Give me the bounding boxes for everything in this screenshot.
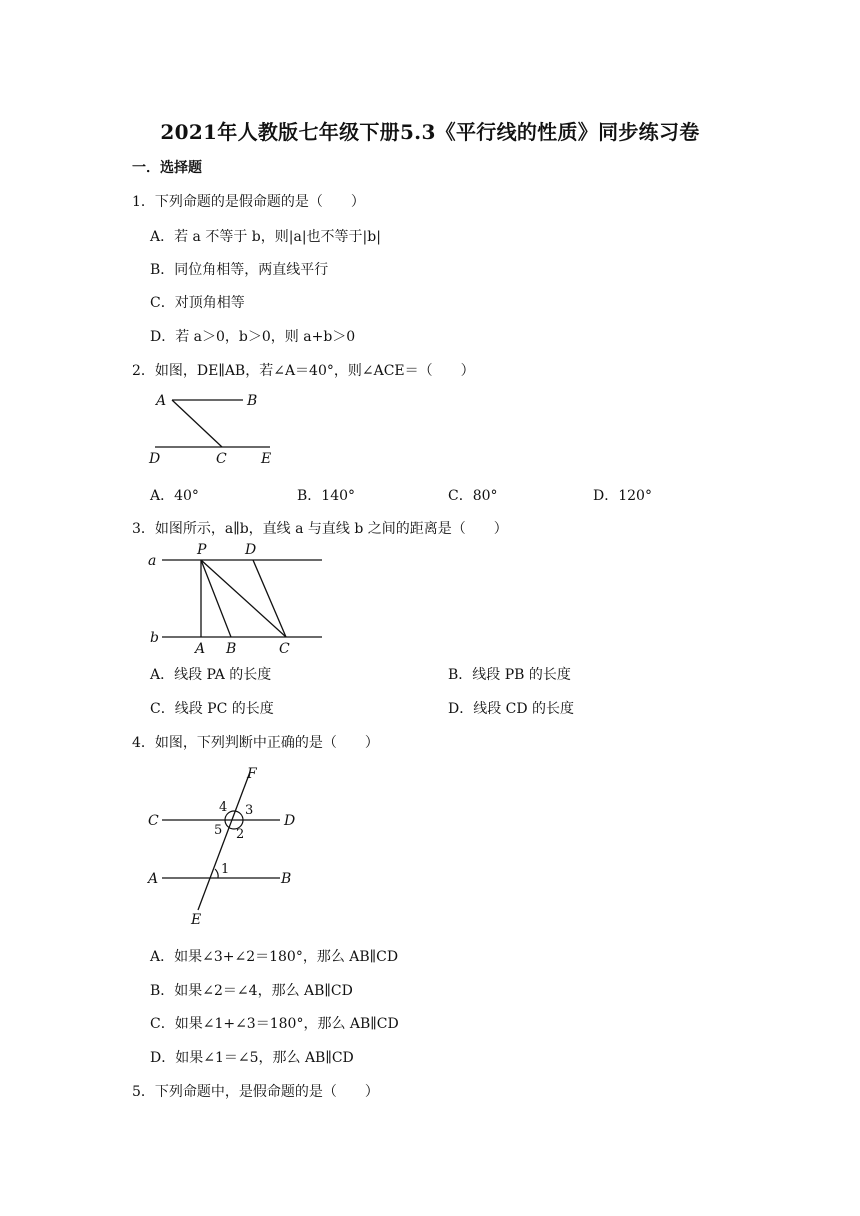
angle-mark-1 [215,869,218,878]
question-3-option-c: C．线段 PC 的长度 [150,701,274,717]
question-1-option-c: C．对顶角相等 [150,295,245,311]
question-4-option-d: D．如果∠1＝∠5，那么 AB∥CD [150,1050,354,1066]
question-4-option-a: A．如果∠3+∠2＝180°，那么 AB∥CD [150,949,399,965]
label-d: D [245,542,257,558]
label-e: E [261,451,272,467]
label-b: B [247,393,258,409]
label-c: C [216,451,227,467]
question-1-option-b: B．同位角相等，两直线平行 [150,262,329,278]
label-a: A [148,871,159,887]
segment-pc [201,560,286,637]
question-2-figure [140,388,290,470]
question-2-option-d: D．120° [593,488,652,504]
label-angle-1: 1 [221,862,230,877]
label-angle-4: 4 [219,800,228,815]
question-5-stem: 5．下列命题中，是假命题的是（ ） [132,1084,379,1100]
label-angle-2: 2 [236,827,245,842]
question-2-option-c: C．80° [448,488,498,504]
label-angle-3: 3 [245,803,254,818]
label-c: C [279,641,290,657]
line-ac [172,400,222,447]
label-a-line: a [148,553,157,569]
question-2-option-b: B．140° [297,488,356,504]
question-1-option-a: A．若 a 不等于 b，则|a|也不等于|b| [150,229,381,245]
label-f: F [247,766,257,782]
question-2-stem: 2．如图，DE∥AB，若∠A＝40°，则∠ACE＝（ ） [132,363,475,379]
label-b: B [281,871,292,887]
segment-pb [201,560,231,637]
question-2-option-a: A．40° [150,488,199,504]
label-b-line: b [150,630,159,646]
label-e: E [191,912,202,928]
label-d: D [149,451,161,467]
question-4-option-c: C．如果∠1+∠3＝180°，那么 AB∥CD [150,1016,399,1032]
label-a: A [156,393,167,409]
label-angle-5: 5 [214,823,223,838]
question-3-option-a: A．线段 PA 的长度 [150,667,272,683]
question-3-stem: 3．如图所示，a∥b，直线 a 与直线 b 之间的距离是（ ） [132,521,508,537]
question-4-option-b: B．如果∠2＝∠4，那么 AB∥CD [150,983,353,999]
question-3-figure [140,540,330,655]
segment-cd [253,560,286,637]
label-p: P [197,542,207,558]
question-4-figure [140,760,310,930]
label-d: D [284,813,296,829]
page-title: 2021年人教版七年级下册5.3《平行线的性质》同步练习卷 [160,120,700,144]
question-4-stem: 4．如图，下列判断中正确的是（ ） [132,735,379,751]
question-1-stem: 1．下列命题的是假命题的是（ ） [132,194,365,210]
question-3-option-d: D．线段 CD 的长度 [448,701,575,717]
question-1-option-d: D．若 a＞0，b＞0，则 a+b＞0 [150,329,356,345]
question-3-option-b: B．线段 PB 的长度 [448,667,571,683]
section-heading: 一．选择题 [132,160,202,176]
label-b-point: B [226,641,237,657]
label-a-point: A [195,641,206,657]
label-c: C [148,813,159,829]
